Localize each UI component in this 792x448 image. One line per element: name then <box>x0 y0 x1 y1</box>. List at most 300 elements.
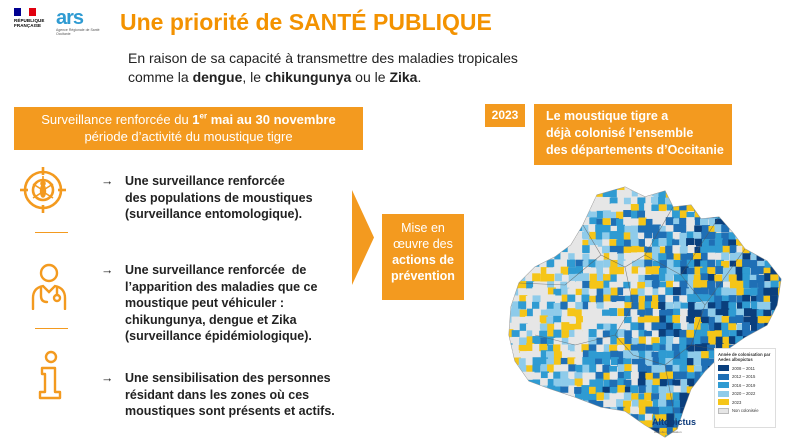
map-cell <box>569 231 577 239</box>
legend-swatch <box>718 399 729 405</box>
map-title-box <box>534 104 732 165</box>
map-cell <box>590 428 598 436</box>
legend-swatch <box>718 391 729 397</box>
map-cell <box>645 308 653 316</box>
banner-sup: er <box>199 111 208 121</box>
map-cell <box>763 337 771 345</box>
legend-row <box>718 390 772 399</box>
mosquito-target-icon <box>20 167 66 213</box>
map-cell <box>777 254 785 262</box>
map-cell <box>694 198 702 206</box>
map-cell <box>575 302 583 310</box>
map-cell <box>686 401 694 409</box>
map-cell <box>533 322 541 330</box>
map-cell <box>679 337 687 345</box>
map-cell <box>658 287 666 295</box>
map-cell <box>736 205 744 213</box>
disease-zika: Zika <box>389 69 418 85</box>
map-cell <box>505 357 512 365</box>
map-cell <box>763 182 771 190</box>
map-cell <box>511 301 519 309</box>
map-cell <box>651 365 659 373</box>
map-cell <box>533 212 541 220</box>
map-cell <box>742 322 750 330</box>
map-cell <box>779 371 785 379</box>
map-cell <box>505 428 513 436</box>
map-cell <box>567 308 575 316</box>
map-cell <box>708 246 716 254</box>
map-cell <box>506 379 514 387</box>
map-cell <box>505 407 513 415</box>
map-cell <box>673 183 681 191</box>
map-cell <box>532 365 540 373</box>
map-cell <box>554 322 562 330</box>
map-cell <box>701 393 709 401</box>
altopictus-logo <box>652 412 712 442</box>
map-cell <box>582 232 590 240</box>
map-cell <box>527 247 535 255</box>
arrow-right-icon: → <box>101 174 114 188</box>
map-cell <box>567 184 575 192</box>
map-cell <box>547 196 555 204</box>
map-cell <box>730 225 738 233</box>
map-cell <box>737 191 745 199</box>
map-cell <box>658 399 666 407</box>
legend-row <box>718 381 772 390</box>
map-cell <box>765 246 773 254</box>
map-cell <box>562 330 570 338</box>
map-cell <box>513 399 521 407</box>
map-cell <box>540 414 548 422</box>
map-cell <box>770 203 778 211</box>
map-cell <box>540 324 548 332</box>
map-cell <box>539 428 547 436</box>
map-cell <box>638 379 646 387</box>
map-cell <box>772 330 780 338</box>
map-cell <box>631 372 639 380</box>
map-cell <box>505 260 513 268</box>
map-cell <box>583 435 591 443</box>
map-cell <box>658 350 666 358</box>
map-cell <box>617 429 625 437</box>
map-cell <box>575 336 583 344</box>
map-cell <box>743 225 751 233</box>
map-cell <box>525 225 533 233</box>
map-cell <box>707 260 715 268</box>
map-cell <box>512 196 520 204</box>
map-cell <box>540 205 548 213</box>
map-cell <box>637 211 645 219</box>
map-cell <box>539 259 547 267</box>
intro-text-part: . <box>417 69 422 85</box>
map-cell <box>770 323 778 331</box>
map-cell <box>541 394 549 402</box>
republique-logo-text: RÉPUBLIQUE FRANÇAISE <box>14 18 45 28</box>
map-cell <box>778 309 785 317</box>
map-cell <box>505 219 513 227</box>
map-cell <box>693 184 701 192</box>
map-cell <box>553 344 561 352</box>
map-cell <box>695 190 703 198</box>
map-cell <box>534 233 542 241</box>
intro-text-part: ou le <box>351 69 390 85</box>
banner-period: mai au 30 novembre <box>207 112 336 127</box>
map-cell <box>554 413 562 421</box>
map-cell <box>603 337 611 345</box>
map-cell <box>623 217 631 225</box>
map-cell <box>527 191 535 199</box>
map-cell <box>714 323 722 331</box>
map-cell <box>604 413 612 421</box>
map-cell <box>574 184 582 192</box>
map-cell <box>526 219 534 227</box>
map-cell <box>637 344 645 352</box>
map-cell <box>737 427 745 435</box>
map-cell <box>526 239 534 247</box>
map-cell <box>603 260 611 268</box>
map-cell <box>708 308 716 316</box>
map-cell <box>519 399 527 407</box>
map-cell <box>631 436 639 444</box>
map-cell <box>512 428 520 436</box>
map-cell <box>763 288 771 296</box>
map-cell <box>756 435 764 443</box>
map-cell <box>631 428 639 436</box>
map-cell <box>674 302 682 310</box>
map-cell <box>625 435 633 443</box>
map-cell <box>526 386 534 394</box>
map-cell <box>758 218 766 226</box>
map-cell <box>582 182 590 190</box>
map-cell <box>708 253 716 261</box>
map-cell <box>617 225 625 233</box>
map-cell <box>512 266 520 274</box>
map-cell <box>555 190 563 198</box>
map-cell <box>778 322 785 330</box>
map-cell <box>756 211 764 219</box>
map-cell <box>743 233 751 241</box>
map-cell <box>518 219 526 227</box>
map-cell <box>630 385 638 393</box>
map-cell <box>672 189 680 197</box>
map-cell <box>749 232 757 240</box>
map-cell <box>596 421 604 429</box>
map-cell <box>772 212 780 220</box>
map-cell <box>518 259 526 267</box>
map-cell <box>505 351 512 359</box>
map-cell <box>603 183 611 191</box>
map-cell <box>757 191 765 199</box>
map-cell <box>721 225 729 233</box>
map-cell <box>554 198 562 206</box>
map-cell <box>772 259 780 267</box>
map-cell <box>589 364 597 372</box>
map-cell <box>575 238 583 246</box>
map-cell <box>505 182 512 190</box>
map-cell <box>532 287 540 295</box>
map-cell <box>532 253 540 261</box>
map-cell <box>581 385 589 393</box>
map-cell <box>534 436 542 444</box>
map-cell <box>567 399 575 407</box>
map-cell <box>778 246 785 254</box>
map-cell <box>505 385 512 393</box>
map-cell <box>534 198 542 206</box>
map-cell <box>512 274 520 282</box>
map-cell <box>596 295 604 303</box>
map-cell <box>744 204 752 212</box>
map-cell <box>758 239 766 247</box>
map-cell <box>666 351 674 359</box>
item-line: (surveillance épidémiologique). <box>125 329 312 343</box>
legend-row <box>718 398 772 407</box>
map-cell <box>764 210 772 218</box>
map-cell <box>638 183 646 191</box>
map-cell <box>749 196 757 204</box>
map-cell <box>511 413 519 421</box>
ars-logo-sub: Agence Régionale de Santé Occitanie <box>56 28 100 36</box>
map-cell <box>532 344 540 352</box>
item-line: l’apparition des maladies que ce <box>125 279 318 294</box>
map-cell <box>666 217 674 225</box>
map-cell <box>749 260 757 268</box>
map-cell <box>555 203 563 211</box>
map-cell <box>672 245 680 253</box>
map-cell <box>638 189 646 197</box>
map-cell <box>548 191 556 199</box>
map-cell <box>778 394 785 402</box>
map-cell <box>525 203 533 211</box>
map-cell <box>539 212 547 220</box>
map-cell <box>554 357 562 365</box>
map-cell <box>764 232 772 240</box>
map-cell <box>547 428 555 436</box>
map-cell <box>575 421 583 429</box>
map-cell <box>687 183 695 191</box>
map-cell <box>765 219 773 227</box>
map-cell <box>527 421 535 429</box>
map-cell <box>771 434 779 442</box>
map-cell <box>714 429 722 437</box>
map-cell <box>561 238 569 246</box>
map-cell <box>525 266 533 274</box>
legend-title: Année de colonisation par Aedes albopictus <box>718 352 771 362</box>
map-cell <box>554 259 562 267</box>
map-cell <box>693 358 701 366</box>
map-cell <box>721 183 729 191</box>
map-cell <box>616 399 624 407</box>
list-item-entomological <box>101 173 345 223</box>
map-cell <box>665 302 673 310</box>
map-cell <box>540 408 548 416</box>
map-cell <box>728 182 736 190</box>
map-cell <box>511 247 519 255</box>
map-cell <box>540 245 548 253</box>
map-cell <box>777 315 785 323</box>
map-cell <box>519 231 527 239</box>
map-cell <box>553 407 561 415</box>
map-cell <box>512 239 520 247</box>
item-line: Une sensibilisation des personnes <box>125 371 331 385</box>
map-cell <box>645 238 653 246</box>
map-cell <box>750 338 758 346</box>
map-cell <box>658 238 666 246</box>
map-cell <box>778 344 785 352</box>
map-cell <box>638 288 646 296</box>
map-cell <box>624 392 632 400</box>
map-cell <box>770 197 778 205</box>
map-cell <box>638 267 646 275</box>
map-cell <box>505 366 512 374</box>
map-cell <box>519 184 527 192</box>
map-cell <box>610 434 618 442</box>
map-cell <box>680 372 688 380</box>
map-cell <box>581 273 589 281</box>
map-cell <box>567 219 575 227</box>
map-cell <box>624 364 632 372</box>
map-cell <box>743 210 751 218</box>
map-cell <box>554 217 562 225</box>
map-cell <box>679 330 687 338</box>
map-cell <box>534 204 542 212</box>
map-cell <box>778 197 785 205</box>
map-cell <box>589 308 597 316</box>
map-cell <box>701 197 709 205</box>
map-cell <box>533 219 541 227</box>
map-cell <box>540 224 548 232</box>
map-cell <box>505 274 512 282</box>
map-cell <box>715 245 723 253</box>
map-cell <box>771 232 779 240</box>
map-cell <box>721 301 729 309</box>
map-cell <box>764 189 772 197</box>
map-cell <box>511 386 519 394</box>
map-cell <box>611 316 619 324</box>
map-cell <box>750 184 758 192</box>
map-cell <box>525 394 533 402</box>
map-cell <box>596 392 604 400</box>
map-cell <box>519 281 527 289</box>
map-cell <box>519 358 527 366</box>
map-cell <box>778 352 785 360</box>
banner-day: 1 <box>192 112 200 127</box>
banner-line-2: période d’activité du moustique tigre <box>84 129 293 144</box>
map-cell <box>546 435 554 443</box>
map-cell <box>722 436 730 444</box>
map-cell <box>609 189 617 197</box>
intro-line-1: En raison de sa capacité à transmettre des maladies tropicales <box>128 50 518 66</box>
map-cell <box>653 343 661 351</box>
map-cell <box>616 301 624 309</box>
item-line: moustiques sont présents et actifs. <box>125 404 335 418</box>
map-cell <box>581 393 589 401</box>
map-cell <box>582 365 590 373</box>
map-cell <box>567 295 575 303</box>
map-cell <box>560 434 568 442</box>
map-cell <box>624 337 632 345</box>
arrow-right-icon: → <box>101 371 114 385</box>
map-cell <box>743 434 751 442</box>
map-cell <box>700 336 708 344</box>
map-cell <box>511 253 519 261</box>
map-cell <box>757 183 765 191</box>
legend-label: Non colonisée <box>732 408 759 414</box>
map-cell <box>721 252 729 260</box>
map-cell <box>609 308 617 316</box>
map-cell <box>729 295 737 303</box>
map-cell <box>506 308 514 316</box>
map-cell <box>764 323 772 331</box>
map-cell <box>596 345 604 353</box>
map-cell <box>770 183 778 191</box>
map-cell <box>548 182 556 190</box>
map-cell <box>554 435 562 443</box>
legend-row <box>718 407 772 416</box>
map-cell <box>505 315 513 323</box>
map-cell <box>659 329 667 337</box>
map-cell <box>513 190 521 198</box>
map-cell <box>541 184 549 192</box>
map-cell <box>533 183 541 191</box>
map-cell <box>513 309 521 317</box>
map-cell <box>533 393 541 401</box>
map-cell <box>526 406 534 414</box>
legend-row <box>718 364 772 373</box>
map-cell <box>631 274 639 282</box>
map-cell <box>602 316 610 324</box>
map-cell <box>778 184 785 192</box>
map-cell <box>624 261 632 269</box>
map-legend <box>714 348 776 428</box>
map-cell <box>736 226 744 234</box>
map-cell <box>518 428 526 436</box>
map-cell <box>589 259 597 267</box>
legend-label: 2020 – 2022 <box>732 391 756 397</box>
chevron-right-icon <box>352 190 374 285</box>
year-badge: 2023 <box>485 104 525 127</box>
map-cell <box>548 217 556 225</box>
map-cell <box>778 427 785 435</box>
map-cell <box>555 273 563 281</box>
map-cell <box>526 259 534 267</box>
map-cell <box>715 266 723 274</box>
map-cell <box>602 246 610 254</box>
map-cell <box>532 385 540 393</box>
action-line: Mise en <box>401 221 445 235</box>
map-cell <box>588 190 596 198</box>
map-cell <box>756 196 764 204</box>
arrow-right-icon: → <box>101 263 114 277</box>
map-cell <box>561 182 569 190</box>
map-cell <box>700 372 708 380</box>
map-cell <box>512 407 520 415</box>
map-cell <box>756 338 764 346</box>
map-cell <box>779 413 785 421</box>
map-cell <box>603 210 611 218</box>
map-cell <box>568 364 576 372</box>
intro-text-part: , le <box>242 69 265 85</box>
banner-text: Surveillance renforcée du <box>41 112 193 127</box>
map-cell <box>638 435 646 443</box>
map-cell <box>721 205 729 213</box>
map-cell <box>554 183 562 191</box>
map-cell <box>595 428 603 436</box>
map-cell <box>532 336 540 344</box>
map-cell <box>709 182 717 190</box>
map-cell <box>554 226 562 234</box>
map-cell <box>779 407 785 415</box>
page-title: Une priorité de SANTÉ PUBLIQUE <box>120 9 492 35</box>
